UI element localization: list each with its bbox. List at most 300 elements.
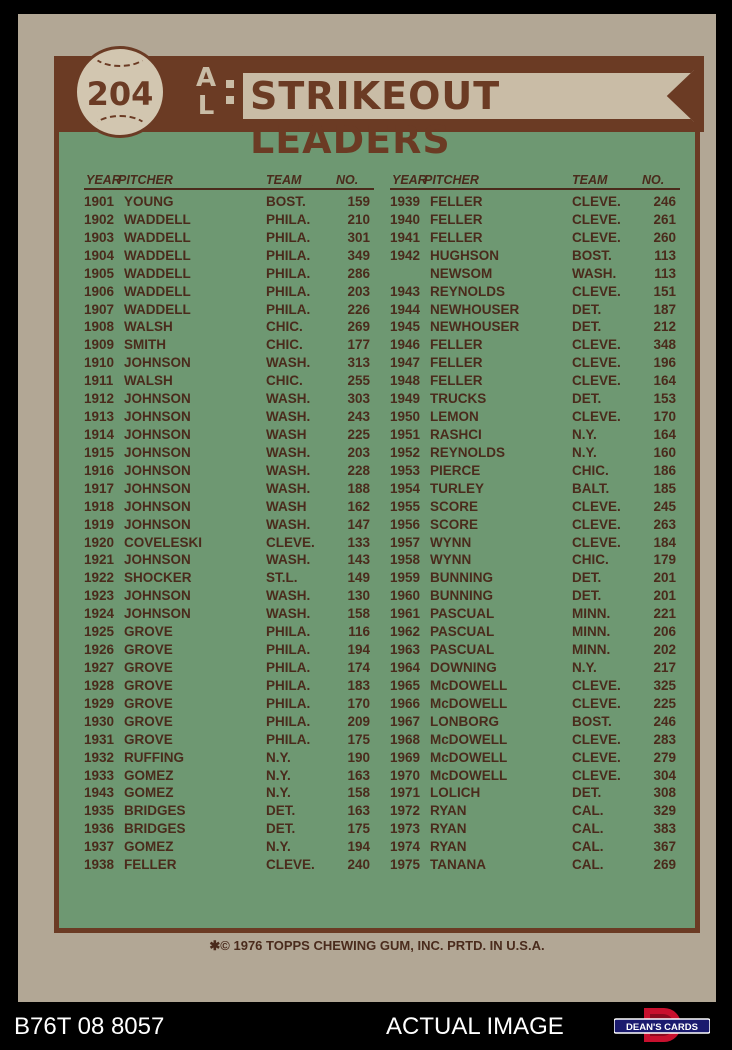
row-strikeouts: 260 bbox=[653, 229, 676, 245]
row-pitcher: GOMEZ bbox=[124, 785, 174, 801]
row-team: BOST. bbox=[572, 713, 612, 729]
row-pitcher: JOHNSON bbox=[124, 444, 191, 460]
table-row bbox=[84, 193, 374, 211]
row-strikeouts: 194 bbox=[347, 642, 370, 658]
row-year: 1942 bbox=[390, 247, 421, 263]
row-strikeouts: 226 bbox=[347, 301, 370, 317]
row-strikeouts: 187 bbox=[653, 301, 676, 317]
table-row bbox=[84, 354, 374, 372]
table-row bbox=[84, 265, 374, 283]
row-pitcher: JOHNSON bbox=[124, 516, 191, 532]
row-team: N.Y. bbox=[572, 659, 597, 675]
row-team: DET. bbox=[572, 391, 602, 407]
table-row bbox=[390, 408, 680, 426]
row-year: 1949 bbox=[390, 391, 421, 407]
row-year: 1967 bbox=[390, 713, 421, 729]
row-strikeouts: 151 bbox=[653, 283, 676, 299]
row-strikeouts: 308 bbox=[653, 785, 676, 801]
table-row bbox=[390, 605, 680, 623]
row-team: CLEVE. bbox=[572, 194, 621, 209]
row-team: CLEVE. bbox=[266, 534, 315, 550]
row-team: WASH. bbox=[266, 409, 311, 425]
row-strikeouts: 217 bbox=[653, 659, 676, 675]
row-pitcher: GROVE bbox=[124, 731, 173, 747]
leaders-table-right bbox=[390, 172, 680, 874]
row-team: WASH. bbox=[266, 462, 311, 478]
table-row bbox=[84, 838, 374, 856]
row-strikeouts: 164 bbox=[653, 373, 676, 389]
row-strikeouts: 225 bbox=[653, 695, 676, 711]
table-row bbox=[84, 820, 374, 838]
row-strikeouts: 160 bbox=[653, 444, 676, 460]
row-year: 1956 bbox=[390, 516, 421, 532]
row-strikeouts: 245 bbox=[653, 498, 676, 514]
row-pitcher: GROVE bbox=[124, 642, 173, 658]
row-year: 1927 bbox=[84, 659, 115, 675]
table-row bbox=[390, 480, 680, 498]
table-row bbox=[390, 354, 680, 372]
row-strikeouts: 203 bbox=[347, 444, 370, 460]
row-year: 1912 bbox=[84, 391, 115, 407]
row-team: CHIC. bbox=[266, 373, 303, 389]
row-pitcher: WADDELL bbox=[124, 247, 191, 263]
row-team: MINN. bbox=[572, 642, 611, 658]
row-team: CLEVE. bbox=[572, 749, 621, 765]
table-row bbox=[84, 516, 374, 534]
row-year: 1973 bbox=[390, 821, 421, 837]
row-team: WASH. bbox=[266, 606, 311, 622]
table-row bbox=[84, 641, 374, 659]
row-pitcher: JOHNSON bbox=[124, 462, 191, 478]
row-strikeouts: 243 bbox=[347, 409, 370, 425]
table-row bbox=[84, 372, 374, 390]
header-team: TEAM bbox=[572, 173, 608, 187]
row-pitcher: JOHNSON bbox=[124, 355, 191, 371]
table-row bbox=[390, 623, 680, 641]
baseball-seam-bottom bbox=[91, 115, 149, 145]
row-team: CHIC. bbox=[572, 552, 609, 568]
row-pitcher: WALSH bbox=[124, 319, 173, 335]
row-strikeouts: 255 bbox=[347, 373, 370, 389]
table-row bbox=[390, 498, 680, 516]
row-year: 1924 bbox=[84, 606, 115, 622]
row-strikeouts: 313 bbox=[347, 355, 370, 371]
row-strikeouts: 183 bbox=[347, 677, 370, 693]
row-pitcher: SCORE bbox=[430, 516, 479, 532]
league-dots bbox=[226, 80, 236, 110]
row-pitcher: JOHNSON bbox=[124, 552, 191, 568]
table-row bbox=[390, 265, 680, 283]
table-row bbox=[84, 444, 374, 462]
table-row bbox=[390, 856, 680, 874]
row-year: 1904 bbox=[84, 247, 115, 263]
row-pitcher: BRIDGES bbox=[124, 803, 186, 819]
table-row bbox=[84, 462, 374, 480]
row-pitcher: LONBORG bbox=[430, 713, 499, 729]
table-row bbox=[84, 569, 374, 587]
row-team: CAL. bbox=[572, 821, 604, 837]
row-year: 1914 bbox=[84, 426, 115, 442]
row-year: 1974 bbox=[390, 839, 421, 855]
row-year: 1910 bbox=[84, 355, 115, 371]
row-pitcher: JOHNSON bbox=[124, 606, 191, 622]
row-year: 1928 bbox=[84, 677, 115, 693]
table-row bbox=[84, 677, 374, 695]
table-row bbox=[390, 247, 680, 265]
row-strikeouts: 269 bbox=[347, 319, 370, 335]
row-team: WASH bbox=[266, 498, 307, 514]
row-year: 1925 bbox=[84, 624, 115, 640]
row-strikeouts: 286 bbox=[347, 265, 370, 281]
table-row bbox=[390, 802, 680, 820]
row-year: 1901 bbox=[84, 194, 115, 209]
row-pitcher: WALSH bbox=[124, 373, 173, 389]
row-team: CLEVE. bbox=[572, 534, 621, 550]
row-year: 1941 bbox=[390, 229, 421, 245]
table-row bbox=[84, 336, 374, 354]
row-year: 1960 bbox=[390, 588, 421, 604]
league-letter-1: A bbox=[195, 63, 217, 93]
table-row bbox=[84, 802, 374, 820]
row-strikeouts: 113 bbox=[654, 247, 676, 263]
row-year: 1968 bbox=[390, 731, 421, 747]
table-row bbox=[390, 641, 680, 659]
row-pitcher: PIERCE bbox=[430, 462, 481, 478]
row-team: PHILA. bbox=[266, 265, 311, 281]
row-team: CLEVE. bbox=[572, 355, 621, 371]
row-team: CHIC. bbox=[266, 319, 303, 335]
actual-image-label: ACTUAL IMAGE bbox=[386, 1013, 564, 1040]
row-pitcher: SMITH bbox=[124, 337, 166, 353]
row-team: CLEVE. bbox=[572, 731, 621, 747]
row-pitcher: GROVE bbox=[124, 713, 173, 729]
row-pitcher: BUNNING bbox=[430, 588, 493, 604]
row-year: 1950 bbox=[390, 409, 421, 425]
row-pitcher: BUNNING bbox=[430, 570, 493, 586]
row-year: 1918 bbox=[84, 498, 115, 514]
row-pitcher: McDOWELL bbox=[430, 767, 508, 783]
table-row bbox=[84, 749, 374, 767]
row-year: 1940 bbox=[390, 211, 421, 227]
table-header bbox=[84, 172, 374, 190]
row-team: PHILA. bbox=[266, 695, 311, 711]
table-row bbox=[84, 318, 374, 336]
row-year: 1935 bbox=[84, 803, 115, 819]
row-year: 1913 bbox=[84, 409, 115, 425]
row-strikeouts: 269 bbox=[653, 857, 676, 873]
row-team: PHILA. bbox=[266, 229, 311, 245]
row-pitcher: RYAN bbox=[430, 821, 467, 837]
row-pitcher: GOMEZ bbox=[124, 767, 174, 783]
row-year: 1943 bbox=[84, 785, 115, 801]
table-rows-right bbox=[390, 193, 680, 874]
row-strikeouts: 158 bbox=[347, 785, 370, 801]
row-pitcher: SHOCKER bbox=[124, 570, 192, 586]
table-row bbox=[390, 838, 680, 856]
league-letter-2: L bbox=[197, 91, 215, 121]
table-row bbox=[390, 318, 680, 336]
table-row bbox=[84, 408, 374, 426]
row-team: PHILA. bbox=[266, 659, 311, 675]
table-header bbox=[390, 172, 680, 190]
table-row bbox=[84, 390, 374, 408]
row-strikeouts: 196 bbox=[653, 355, 676, 371]
row-pitcher: JOHNSON bbox=[124, 426, 191, 442]
row-team: WASH. bbox=[266, 391, 311, 407]
card-title: STRIKEOUT LEADERS bbox=[250, 74, 501, 162]
row-year: 1965 bbox=[390, 677, 421, 693]
row-pitcher: JOHNSON bbox=[124, 409, 191, 425]
row-year: 1947 bbox=[390, 355, 421, 371]
row-year: 1911 bbox=[84, 373, 114, 389]
row-year: 1919 bbox=[84, 516, 115, 532]
table-row bbox=[84, 247, 374, 265]
row-strikeouts: 329 bbox=[653, 803, 676, 819]
table-row bbox=[390, 587, 680, 605]
row-team: CLEVE. bbox=[572, 767, 621, 783]
table-row bbox=[390, 462, 680, 480]
row-strikeouts: 149 bbox=[347, 570, 370, 586]
row-strikeouts: 162 bbox=[347, 498, 370, 514]
table-row bbox=[84, 587, 374, 605]
row-pitcher: TRUCKS bbox=[430, 391, 487, 407]
row-team: CAL. bbox=[572, 803, 604, 819]
row-strikeouts: 170 bbox=[347, 695, 370, 711]
row-year: 1955 bbox=[390, 498, 421, 514]
row-pitcher: McDOWELL bbox=[430, 695, 508, 711]
row-strikeouts: 304 bbox=[653, 767, 676, 783]
row-year: 1902 bbox=[84, 211, 115, 227]
row-year: 1930 bbox=[84, 713, 115, 729]
row-year: 1964 bbox=[390, 659, 421, 675]
header-year: YEAR bbox=[392, 173, 427, 187]
table-row bbox=[84, 695, 374, 713]
row-pitcher: PASCUAL bbox=[430, 606, 495, 622]
table-row bbox=[390, 336, 680, 354]
row-strikeouts: 188 bbox=[347, 480, 370, 496]
row-year: 1905 bbox=[84, 265, 115, 281]
row-strikeouts: 175 bbox=[347, 821, 370, 837]
row-year: 1948 bbox=[390, 373, 421, 389]
row-team: PHILA. bbox=[266, 301, 311, 317]
row-team: WASH bbox=[266, 426, 307, 442]
row-year: 1937 bbox=[84, 839, 115, 855]
row-year: 1969 bbox=[390, 749, 421, 765]
row-strikeouts: 113 bbox=[654, 265, 676, 281]
row-strikeouts: 240 bbox=[347, 857, 370, 873]
table-row bbox=[84, 731, 374, 749]
row-strikeouts: 184 bbox=[653, 534, 676, 550]
row-year: 1923 bbox=[84, 588, 115, 604]
table-row bbox=[390, 695, 680, 713]
row-team: CLEVE. bbox=[572, 283, 621, 299]
table-row bbox=[390, 820, 680, 838]
row-strikeouts: 225 bbox=[347, 426, 370, 442]
row-pitcher: WADDELL bbox=[124, 211, 191, 227]
row-year: 1957 bbox=[390, 534, 421, 550]
row-strikeouts: 159 bbox=[347, 194, 370, 209]
row-team: PHILA. bbox=[266, 677, 311, 693]
row-team: CLEVE. bbox=[572, 677, 621, 693]
row-strikeouts: 163 bbox=[347, 803, 370, 819]
table-row bbox=[84, 605, 374, 623]
row-year: 1952 bbox=[390, 444, 421, 460]
header-pitcher: PITCHER bbox=[424, 173, 479, 187]
row-strikeouts: 143 bbox=[347, 552, 370, 568]
row-strikeouts: 279 bbox=[653, 749, 676, 765]
row-pitcher: RASHCI bbox=[430, 426, 482, 442]
league-label bbox=[180, 64, 232, 124]
row-year: 1954 bbox=[390, 480, 421, 496]
row-pitcher: RYAN bbox=[430, 839, 467, 855]
row-strikeouts: 210 bbox=[347, 211, 370, 227]
table-row bbox=[390, 372, 680, 390]
row-strikeouts: 209 bbox=[347, 713, 370, 729]
row-year: 1972 bbox=[390, 803, 421, 819]
row-strikeouts: 163 bbox=[347, 767, 370, 783]
row-strikeouts: 263 bbox=[653, 516, 676, 532]
row-strikeouts: 201 bbox=[653, 588, 676, 604]
row-pitcher: GROVE bbox=[124, 695, 173, 711]
row-year: 1958 bbox=[390, 552, 421, 568]
row-year: 1970 bbox=[390, 767, 421, 783]
row-year: 1945 bbox=[390, 319, 421, 335]
row-pitcher: PASCUAL bbox=[430, 624, 495, 640]
row-year: 1961 bbox=[390, 606, 421, 622]
row-year: 1939 bbox=[390, 194, 421, 209]
table-row bbox=[84, 713, 374, 731]
leaders-table-left bbox=[84, 172, 374, 874]
row-team: N.Y. bbox=[266, 767, 291, 783]
row-team: DET. bbox=[266, 803, 296, 819]
row-year: 1971 bbox=[390, 785, 421, 801]
row-pitcher: NEWSOM bbox=[430, 265, 493, 281]
row-team: WASH. bbox=[266, 355, 311, 371]
row-year: 1943 bbox=[390, 283, 421, 299]
row-strikeouts: 349 bbox=[347, 247, 370, 263]
row-team: PHILA. bbox=[266, 283, 311, 299]
row-team: DET. bbox=[572, 570, 602, 586]
row-strikeouts: 303 bbox=[347, 391, 370, 407]
row-year: 1916 bbox=[84, 462, 115, 478]
row-pitcher: WYNN bbox=[430, 552, 472, 568]
row-strikeouts: 116 bbox=[348, 624, 370, 640]
row-team: DET. bbox=[572, 301, 602, 317]
table-row bbox=[390, 301, 680, 319]
table-row bbox=[390, 390, 680, 408]
row-team: CHIC. bbox=[572, 462, 609, 478]
row-pitcher: HUGHSON bbox=[430, 247, 500, 263]
table-row bbox=[390, 283, 680, 301]
table-row bbox=[390, 677, 680, 695]
row-strikeouts: 325 bbox=[653, 677, 676, 693]
row-year: 1975 bbox=[390, 857, 421, 873]
inventory-code: B76T 08 8057 bbox=[14, 1013, 165, 1040]
baseball-seam-top bbox=[91, 37, 149, 67]
table-row bbox=[84, 283, 374, 301]
table-row bbox=[84, 784, 374, 802]
row-strikeouts: 228 bbox=[347, 462, 370, 478]
row-pitcher: LEMON bbox=[430, 409, 479, 425]
row-pitcher: REYNOLDS bbox=[430, 444, 506, 460]
copyright-line: ✱© 1976 TOPPS CHEWING GUM, INC. PRTD. IN U.S.A. bbox=[209, 938, 545, 953]
row-team: CLEVE. bbox=[266, 857, 315, 873]
row-team: CLEVE. bbox=[572, 516, 621, 532]
row-pitcher: REYNOLDS bbox=[430, 283, 506, 299]
row-team: BALT. bbox=[572, 480, 610, 496]
row-year: 1903 bbox=[84, 229, 115, 245]
header-team: TEAM bbox=[266, 173, 302, 187]
row-year: 1931 bbox=[84, 731, 115, 747]
row-team: MINN. bbox=[572, 606, 611, 622]
row-year: 1944 bbox=[390, 301, 421, 317]
row-team: PHILA. bbox=[266, 247, 311, 263]
row-pitcher: RYAN bbox=[430, 803, 467, 819]
row-team: DET. bbox=[266, 821, 296, 837]
table-row bbox=[390, 749, 680, 767]
table-row bbox=[390, 426, 680, 444]
row-team: PHILA. bbox=[266, 731, 311, 747]
table-row bbox=[84, 498, 374, 516]
row-strikeouts: 130 bbox=[347, 588, 370, 604]
row-pitcher: WADDELL bbox=[124, 229, 191, 245]
row-year: 1938 bbox=[84, 857, 115, 873]
row-year: 1966 bbox=[390, 695, 421, 711]
table-row bbox=[84, 659, 374, 677]
row-pitcher: DOWNING bbox=[430, 659, 497, 675]
table-row bbox=[390, 569, 680, 587]
table-row bbox=[390, 193, 680, 211]
table-row bbox=[84, 301, 374, 319]
row-pitcher: McDOWELL bbox=[430, 731, 508, 747]
row-team: PHILA. bbox=[266, 642, 311, 658]
row-team: DET. bbox=[572, 588, 602, 604]
table-row bbox=[84, 534, 374, 552]
row-strikeouts: 133 bbox=[347, 534, 370, 550]
row-strikeouts: 261 bbox=[653, 211, 676, 227]
deans-cards-logo bbox=[614, 1004, 710, 1046]
row-strikeouts: 203 bbox=[347, 283, 370, 299]
row-strikeouts: 177 bbox=[347, 337, 370, 353]
row-strikeouts: 158 bbox=[347, 606, 370, 622]
row-pitcher: BRIDGES bbox=[124, 821, 186, 837]
row-pitcher: GOMEZ bbox=[124, 839, 174, 855]
row-pitcher: WADDELL bbox=[124, 265, 191, 281]
row-team: DET. bbox=[572, 319, 602, 335]
row-strikeouts: 175 bbox=[347, 731, 370, 747]
table-row bbox=[390, 659, 680, 677]
row-pitcher: FELLER bbox=[124, 857, 177, 873]
row-strikeouts: 186 bbox=[653, 462, 676, 478]
row-team: CHIC. bbox=[266, 337, 303, 353]
table-row bbox=[84, 767, 374, 785]
row-year: 1909 bbox=[84, 337, 115, 353]
row-team: WASH. bbox=[266, 552, 311, 568]
row-strikeouts: 206 bbox=[653, 624, 676, 640]
row-strikeouts: 179 bbox=[653, 552, 676, 568]
row-year: 1932 bbox=[84, 749, 115, 765]
row-year: 1962 bbox=[390, 624, 421, 640]
table-row bbox=[390, 713, 680, 731]
row-pitcher: FELLER bbox=[430, 194, 483, 209]
row-pitcher: YOUNG bbox=[124, 194, 174, 209]
row-year: 1908 bbox=[84, 319, 115, 335]
table-row bbox=[390, 211, 680, 229]
row-strikeouts: 147 bbox=[347, 516, 370, 532]
header-no: NO. bbox=[336, 173, 359, 187]
row-team: N.Y. bbox=[266, 749, 291, 765]
row-pitcher: McDOWELL bbox=[430, 677, 508, 693]
